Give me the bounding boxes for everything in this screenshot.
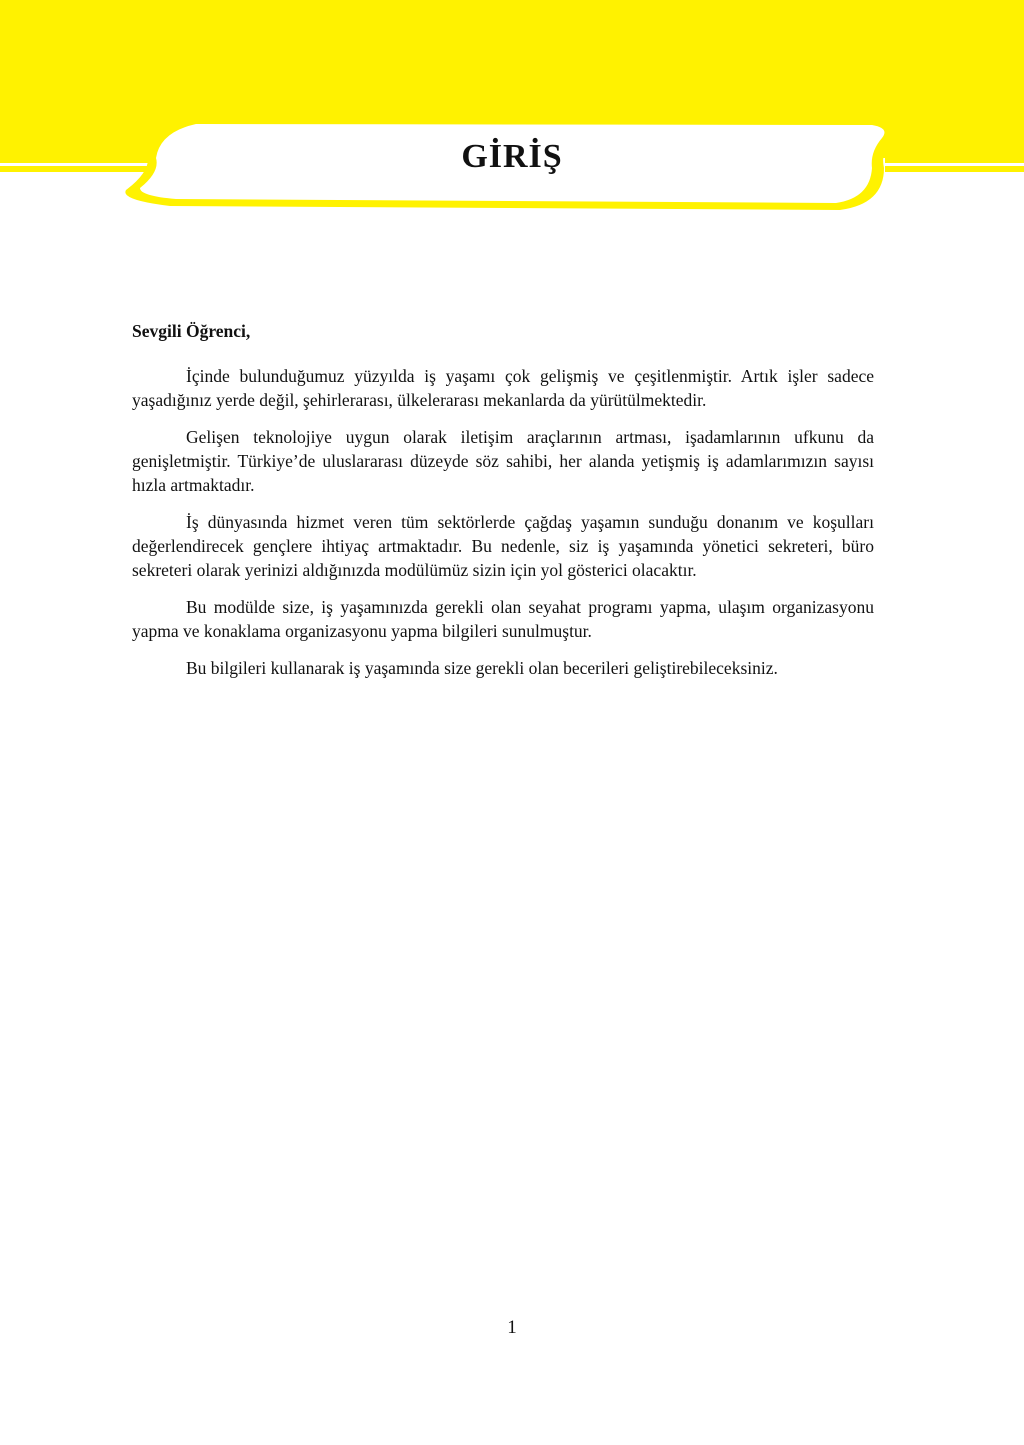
document-body (132, 319, 874, 693)
paragraph: İş dünyasında hizmet veren tüm sektörlerde çağdaş yaşamın sunduğu donanım ve koşulları değerlendirecek gençlere ihtiyaç artmaktadır. Bu nedenle, siz iş yaşamında yönetici sekreteri, büro sekreteri olarak yerinizi aldığınızda modülümüz sizin için yol gösterici olacaktır. (132, 512, 874, 580)
page-title: GİRİŞ (461, 138, 563, 175)
page-number: 1 (507, 1317, 517, 1338)
header-banner-shape (0, 0, 1024, 230)
paragraph: İçinde bulunduğumuz yüzyılda iş yaşamı çok gelişmiş ve çeşitlenmiştir. Artık işler sadece yaşadığınız yerde değil, şehirlerarası, ülkelerarası mekanlarda da yürütülmektedir. (132, 366, 874, 410)
paragraph: Gelişen teknolojiye uygun olarak iletişim araçlarının artması, işadamlarının ufkunu da genişletmiştir. Türkiye’de uluslararası düzeyde söz sahibi, her alanda yetişmiş iş adamlarımızın sayısı hızla artmaktadır. (132, 427, 874, 495)
paragraph: Bu modülde size, iş yaşamınızda gerekli olan seyahat programı yapma, ulaşım organizasyonu yapma ve konaklama organizasyonu yapma bilgileri sunulmuştur. (132, 597, 874, 641)
header-banner (0, 0, 1024, 230)
paragraph: Bu bilgileri kullanarak iş yaşamında size gerekli olan becerileri geliştirebileceksiniz. (186, 658, 778, 678)
salutation: Sevgili Öğrenci, (132, 321, 251, 341)
